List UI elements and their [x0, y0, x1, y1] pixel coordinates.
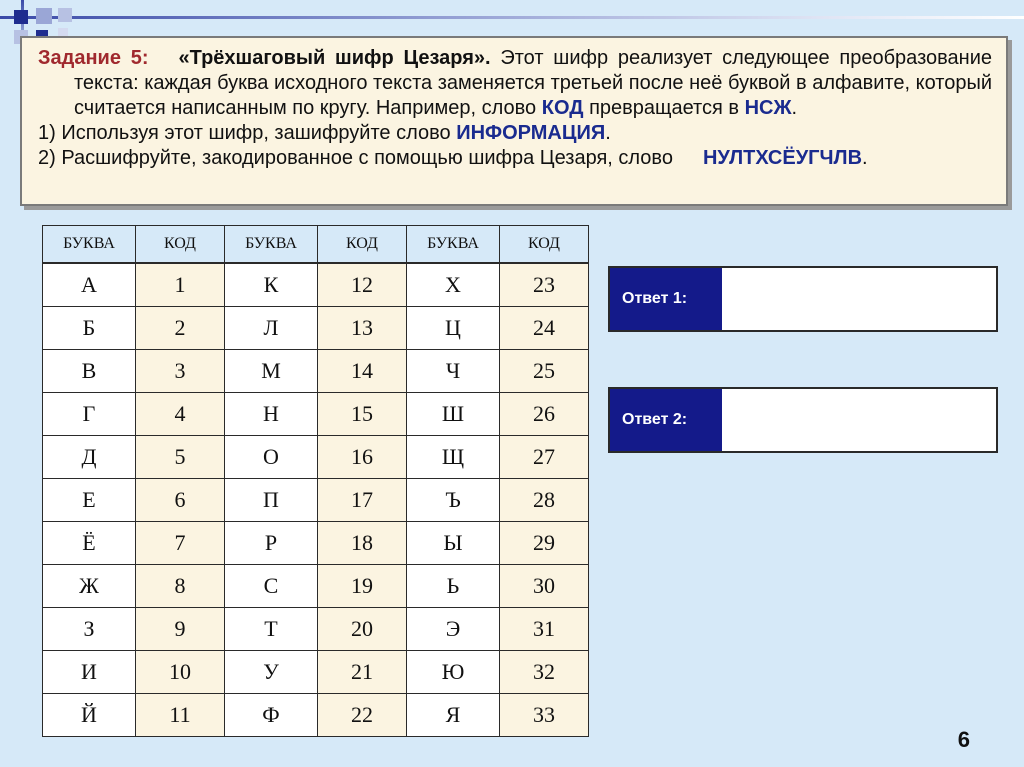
letter-cell: Я [407, 694, 500, 737]
code-cell: 11 [136, 694, 225, 737]
answer-1-label: Ответ 1: [610, 268, 722, 330]
code-cell: 32 [500, 651, 589, 694]
letter-cell: Х [407, 263, 500, 307]
alphabet-code-table [42, 225, 589, 737]
question-2-text: 2) Расшифруйте, закодированное с помощью шифра Цезаря, слово [38, 147, 673, 169]
letter-cell: И [43, 651, 136, 694]
code-cell: 9 [136, 608, 225, 651]
letter-cell: П [225, 479, 318, 522]
code-cell: 22 [318, 694, 407, 737]
header-letter: БУКВА [407, 226, 500, 264]
letter-cell: О [225, 436, 318, 479]
letter-cell: Ж [43, 565, 136, 608]
letter-cell: Ы [407, 522, 500, 565]
header-code: КОД [500, 226, 589, 264]
decor-square [58, 8, 72, 22]
letter-cell: Л [225, 307, 318, 350]
letter-cell: Ъ [407, 479, 500, 522]
code-cell: 2 [136, 307, 225, 350]
question-2 [38, 146, 992, 171]
code-cell: 8 [136, 565, 225, 608]
answer-2-field[interactable] [722, 389, 996, 451]
header-decor-line [0, 16, 1024, 19]
question-1-word: ИНФОРМАЦИЯ [456, 122, 606, 144]
code-cell: 19 [318, 565, 407, 608]
header-letter: БУКВА [225, 226, 318, 264]
code-cell: 29 [500, 522, 589, 565]
page-number: 6 [957, 727, 970, 752]
code-cell: 10 [136, 651, 225, 694]
letter-cell: Ё [43, 522, 136, 565]
letter-cell: К [225, 263, 318, 307]
decor-square [14, 10, 28, 24]
table-row [43, 608, 589, 651]
punctuation: . [791, 97, 798, 119]
letter-cell: Е [43, 479, 136, 522]
table-row [43, 565, 589, 608]
code-cell: 15 [318, 393, 407, 436]
code-cell: 20 [318, 608, 407, 651]
code-cell: 18 [318, 522, 407, 565]
code-cell: 14 [318, 350, 407, 393]
code-cell: 13 [318, 307, 407, 350]
letter-cell: Ш [407, 393, 500, 436]
example-result: НСЖ [744, 97, 792, 119]
table-row [43, 651, 589, 694]
letter-cell: Ц [407, 307, 500, 350]
letter-cell: Э [407, 608, 500, 651]
code-cell: 16 [318, 436, 407, 479]
code-cell: 3 [136, 350, 225, 393]
letter-cell: Ь [407, 565, 500, 608]
punctuation: . [862, 147, 868, 169]
answer-1-box [608, 266, 998, 332]
question-1-text: 1) Используя этот шифр, зашифруйте слово [38, 122, 451, 144]
code-cell: 24 [500, 307, 589, 350]
code-cell: 1 [136, 263, 225, 307]
code-cell: 33 [500, 694, 589, 737]
answer-2-label: Ответ 2: [610, 389, 722, 451]
letter-cell: У [225, 651, 318, 694]
code-cell: 25 [500, 350, 589, 393]
letter-cell: Н [225, 393, 318, 436]
table-row [43, 393, 589, 436]
task-title: «Трёхшаговый шифр Цезаря». [178, 47, 491, 69]
question-2-word: НУЛТХСЁУГЧЛВ [702, 147, 863, 169]
letter-cell: В [43, 350, 136, 393]
code-cell: 21 [318, 651, 407, 694]
letter-cell: Ч [407, 350, 500, 393]
code-cell: 23 [500, 263, 589, 307]
code-cell: 27 [500, 436, 589, 479]
answer-2-box [608, 387, 998, 453]
table-row [43, 350, 589, 393]
letter-cell: С [225, 565, 318, 608]
punctuation: . [605, 122, 611, 144]
letter-cell: Д [43, 436, 136, 479]
table-row [43, 522, 589, 565]
table-row [43, 694, 589, 737]
letter-cell: Ю [407, 651, 500, 694]
decor-square [36, 8, 52, 24]
letter-cell: Ф [225, 694, 318, 737]
letter-cell: Й [43, 694, 136, 737]
letter-cell: Р [225, 522, 318, 565]
code-cell: 28 [500, 479, 589, 522]
header-code: КОД [318, 226, 407, 264]
table-row [43, 263, 589, 307]
letter-cell: Щ [407, 436, 500, 479]
table-row [43, 307, 589, 350]
letter-cell: Т [225, 608, 318, 651]
task-text-1: Этот шифр реализует следующее преобразование текста: каждая буква исходного текста заменяется третьей после неё буквой в алфавите, который считается написанным по кругу. Например, слово [74, 47, 992, 119]
code-cell: 31 [500, 608, 589, 651]
example-word: КОД [541, 97, 584, 119]
code-cell: 4 [136, 393, 225, 436]
answer-1-field[interactable] [722, 268, 996, 330]
code-cell: 12 [318, 263, 407, 307]
table-row [43, 436, 589, 479]
letter-cell: М [225, 350, 318, 393]
code-cell: 30 [500, 565, 589, 608]
letter-cell: З [43, 608, 136, 651]
table-header-row [43, 226, 589, 264]
code-cell: 17 [318, 479, 407, 522]
task-box [20, 36, 1008, 206]
task-text-2: превращается в [589, 97, 739, 119]
header-letter: БУКВА [43, 226, 136, 264]
code-cell: 7 [136, 522, 225, 565]
code-cell: 6 [136, 479, 225, 522]
code-cell: 26 [500, 393, 589, 436]
question-1 [38, 121, 992, 146]
header-code: КОД [136, 226, 225, 264]
task-label: Задание 5: [38, 47, 149, 69]
code-cell: 5 [136, 436, 225, 479]
letter-cell: Б [43, 307, 136, 350]
letter-cell: Г [43, 393, 136, 436]
letter-cell: А [43, 263, 136, 307]
task-statement [38, 46, 992, 121]
table-row [43, 479, 589, 522]
